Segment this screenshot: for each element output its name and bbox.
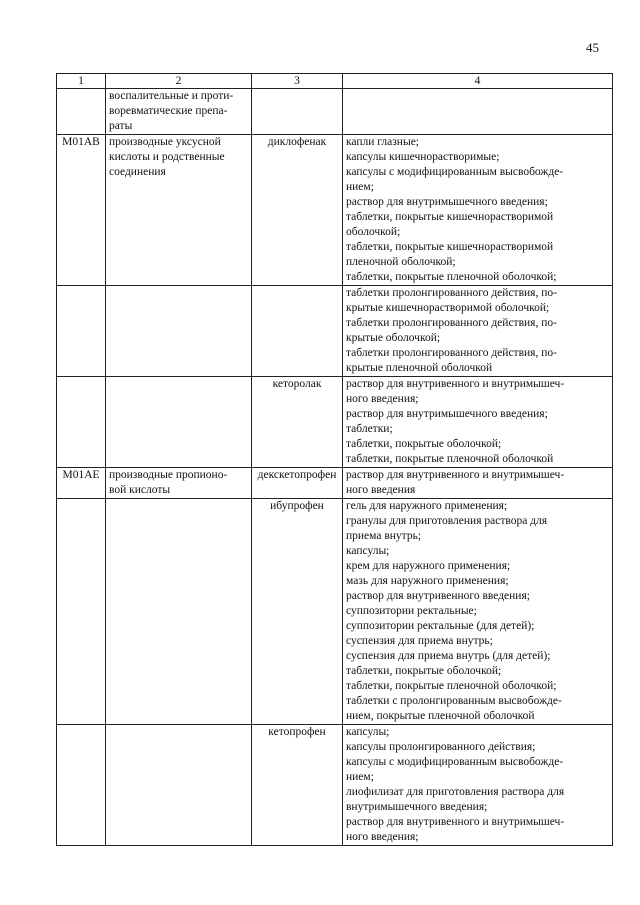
group-cell	[106, 135, 252, 286]
dosage-form-line: раствор для внутримышечного введения;	[346, 196, 548, 208]
header-cell-2: 2	[106, 74, 252, 89]
dosage-form-line: крытые оболочкой;	[346, 332, 441, 344]
dosage-form-line: капли глазные;	[346, 136, 419, 148]
group-cell	[106, 499, 252, 725]
dosage-form-line: раствор для внутривенного и внутримышеч-	[346, 378, 565, 390]
dosage-form-line: гель для наружного применения;	[346, 500, 508, 512]
group-line: вой кислоты	[109, 484, 171, 496]
drug-name-cell	[252, 286, 343, 377]
group-line: производные пропионо-	[109, 469, 228, 481]
table-row	[57, 468, 613, 499]
dosage-form-line: капсулы пролонгированного действия;	[346, 741, 536, 753]
dosage-form-line: лиофилизат для приготовления раствора для	[346, 786, 565, 798]
header-row	[57, 74, 613, 89]
dosage-form-line: крытые пленочной оболочкой	[346, 362, 493, 374]
atc-code-cell	[57, 499, 106, 725]
dosage-form-line: оболочкой;	[346, 226, 401, 238]
atc-code-cell: M01AE	[57, 468, 106, 499]
dosage-form-line: ного введения;	[346, 831, 419, 843]
dosage-form-line: раствор для внутривенного и внутримышеч-	[346, 469, 565, 481]
drug-name-cell: диклофенак	[252, 135, 343, 286]
dosage-forms-cell	[343, 468, 613, 499]
dosage-form-line: таблетки, покрытые пленочной оболочкой;	[346, 680, 557, 692]
atc-code-cell: M01AB	[57, 135, 106, 286]
dosage-form-line: капсулы;	[346, 545, 390, 557]
dosage-form-line: капсулы;	[346, 726, 390, 738]
dosage-forms-cell	[343, 135, 613, 286]
group-line: производные уксусной	[109, 136, 221, 148]
group-cell	[106, 89, 252, 135]
drug-table	[56, 73, 613, 846]
dosage-form-line: нием;	[346, 771, 374, 783]
group-cell	[106, 725, 252, 846]
dosage-form-line: таблетки, покрытые пленочной оболочкой	[346, 453, 554, 465]
drug-name-cell: ибупрофен	[252, 499, 343, 725]
table-row	[57, 89, 613, 135]
dosage-form-line: капсулы с модифицированным высвобожде-	[346, 756, 564, 768]
page-number: 45	[586, 40, 599, 55]
group-line: соединения	[109, 166, 166, 178]
drug-name-cell: декскетопрофен	[252, 468, 343, 499]
dosage-form-line: таблетки, покрытые кишечнорастворимой	[346, 211, 554, 223]
dosage-form-line: таблетки пролонгированного действия, по-	[346, 317, 557, 329]
dosage-form-line: таблетки, покрытые оболочкой;	[346, 438, 502, 450]
table-row	[57, 499, 613, 725]
dosage-forms-cell	[343, 377, 613, 468]
dosage-form-line: внутримышечного введения;	[346, 801, 488, 813]
dosage-form-line: таблетки, покрытые кишечнорастворимой	[346, 241, 554, 253]
table-row	[57, 135, 613, 286]
dosage-forms-cell	[343, 89, 613, 135]
dosage-form-line: капсулы с модифицированным высвобожде-	[346, 166, 564, 178]
dosage-form-line: таблетки;	[346, 423, 393, 435]
drug-name-cell	[252, 89, 343, 135]
dosage-form-line: раствор для внутривенного введения;	[346, 590, 530, 602]
dosage-form-line: пленочной оболочкой;	[346, 256, 456, 268]
header-cell-1: 1	[57, 74, 106, 89]
drug-name-cell: кетопрофен	[252, 725, 343, 846]
group-cell	[106, 377, 252, 468]
table-row	[57, 725, 613, 846]
dosage-form-line: таблетки, покрытые оболочкой;	[346, 665, 502, 677]
dosage-form-line: приема внутрь;	[346, 530, 422, 542]
dosage-form-line: таблетки пролонгированного действия, по-	[346, 347, 557, 359]
dosage-form-line: суспензия для приема внутрь;	[346, 635, 493, 647]
drug-name-cell: кеторолак	[252, 377, 343, 468]
dosage-form-line: раствор для внутримышечного введения;	[346, 408, 548, 420]
group-line: раты	[109, 120, 133, 132]
dosage-form-line: таблетки пролонгированного действия, по-	[346, 287, 557, 299]
table-row	[57, 377, 613, 468]
atc-code-cell	[57, 377, 106, 468]
group-line: воспалительные и проти-	[109, 90, 234, 102]
atc-code-cell	[57, 725, 106, 846]
dosage-form-line: суппозитории ректальные (для детей);	[346, 620, 535, 632]
group-cell	[106, 468, 252, 499]
dosage-form-line: капсулы кишечнорастворимые;	[346, 151, 500, 163]
dosage-form-line: крытые кишечнорастворимой оболочкой;	[346, 302, 550, 314]
dosage-forms-cell	[343, 725, 613, 846]
dosage-form-line: таблетки с пролонгированным высвобожде-	[346, 695, 562, 707]
dosage-form-line: таблетки, покрытые пленочной оболочкой;	[346, 271, 557, 283]
dosage-form-line: нием;	[346, 181, 374, 193]
header-cell-3: 3	[252, 74, 343, 89]
group-cell	[106, 286, 252, 377]
dosage-forms-cell	[343, 286, 613, 377]
atc-code-cell	[57, 89, 106, 135]
dosage-form-line: ного введения	[346, 484, 416, 496]
header-cell-4: 4	[343, 74, 613, 89]
dosage-form-line: раствор для внутривенного и внутримышеч-	[346, 816, 565, 828]
table-row	[57, 286, 613, 377]
group-line: воревматические препа-	[109, 105, 228, 117]
atc-code-cell	[57, 286, 106, 377]
dosage-form-line: ного введения;	[346, 393, 419, 405]
dosage-form-line: гранулы для приготовления раствора для	[346, 515, 548, 527]
group-line: кислоты и родственные	[109, 151, 225, 163]
dosage-form-line: суппозитории ректальные;	[346, 605, 477, 617]
dosage-form-line: мазь для наружного применения;	[346, 575, 509, 587]
dosage-form-line: крем для наружного применения;	[346, 560, 511, 572]
dosage-form-line: нием, покрытые пленочной оболочкой	[346, 710, 535, 722]
table-body	[57, 89, 613, 846]
dosage-form-line: суспензия для приема внутрь (для детей);	[346, 650, 551, 662]
dosage-forms-cell	[343, 499, 613, 725]
